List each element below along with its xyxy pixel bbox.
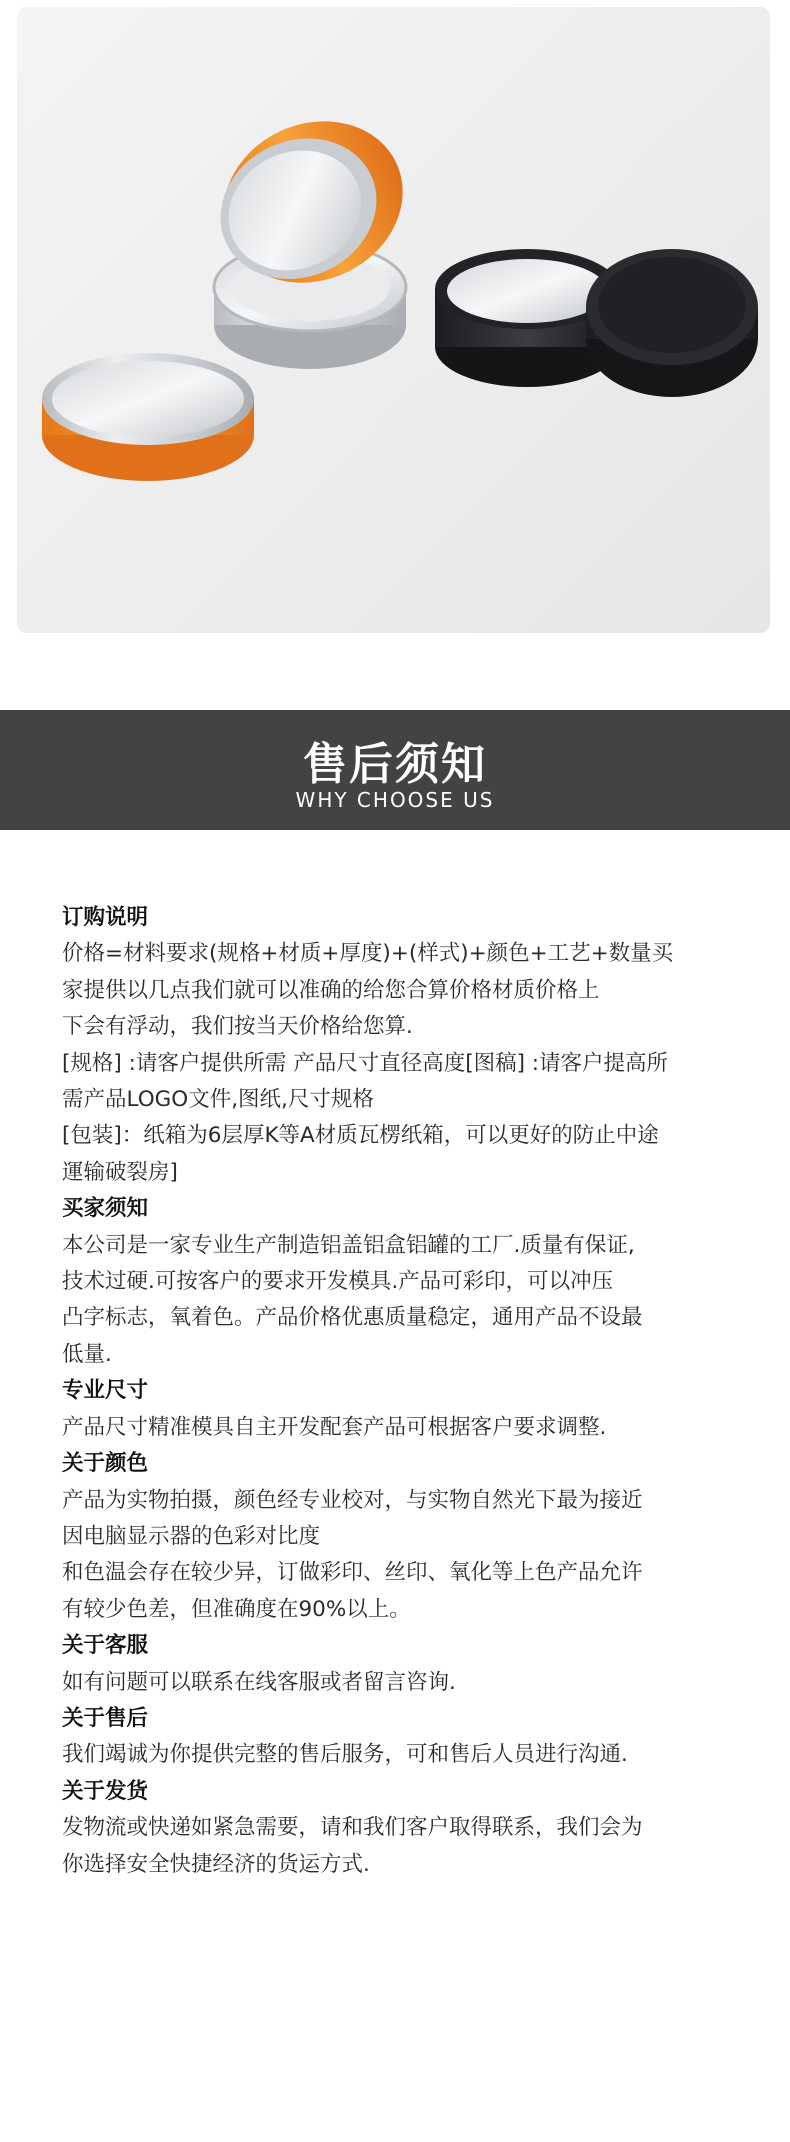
section-after-sales [62, 1701, 732, 1774]
text-line: 和色温会存在较少异，订做彩印、丝印、氧化等上色产品允许 [62, 1560, 643, 1586]
text-line: 有较少色差，但准确度在90%以上。 [62, 1596, 411, 1622]
section-title: 关于售后 [62, 1705, 149, 1731]
section-title: 关于客服 [62, 1633, 149, 1659]
orange-tin [42, 353, 254, 481]
text-line: 低量. [62, 1341, 112, 1367]
banner-title: 售后须知 [303, 739, 487, 790]
section-buyer-notice [62, 1191, 732, 1373]
aluminum-tins-image [17, 7, 770, 633]
section-customer-service [62, 1628, 732, 1701]
text-line: 本公司是一家专业生产制造铝盖铝盒铝罐的工厂.质量有保证, [62, 1232, 635, 1258]
text-line: 需产品LOGO文件,图纸,尺寸规格 [62, 1087, 374, 1113]
notice-content [62, 900, 732, 1883]
text-line: [包装]：纸箱为6层厚K等A材质瓦楞纸箱，可以更好的防止中途 [62, 1123, 659, 1149]
section-title: 关于发货 [62, 1778, 149, 1804]
after-sales-banner [0, 710, 790, 830]
text-line: 发物流或快递如紧急需要，请和我们客户取得联系，我们会为 [62, 1815, 643, 1841]
product-photo [17, 7, 770, 633]
section-title: 订购说明 [62, 905, 149, 930]
section-title: 专业尺寸 [62, 1378, 149, 1404]
text-line: 家提供以几点我们就可以准确的给您合算价格材质价格上 [62, 977, 600, 1003]
section-shipping [62, 1774, 732, 1883]
text-line: 你选择安全快捷经济的货运方式. [62, 1851, 370, 1877]
text-line: 如有问题可以联系在线客服或者留言咨询. [62, 1669, 456, 1695]
text-line: 产品尺寸精准模具自主开发配套产品可根据客户要求调整. [62, 1414, 607, 1440]
section-ordering [62, 900, 732, 1191]
text-line: 運输破裂房] [62, 1159, 178, 1185]
black-lid [586, 249, 758, 397]
banner-subtitle: WHY CHOOSE US [295, 788, 495, 812]
section-size [62, 1373, 732, 1446]
text-line: 下会有浮动，我们按当天价格给您算. [62, 1014, 413, 1040]
text-line: 因电脑显示器的色彩对比度 [62, 1523, 321, 1549]
section-title: 关于颜色 [62, 1451, 149, 1477]
text-line: 价格=材料要求(规格+材质+厚度)+(样式)+颜色+工艺+数量买 [62, 941, 674, 967]
text-line: [规格] :请客户提供所需 产品尺寸直径高度[图稿] :请客户提高所 [62, 1050, 669, 1076]
text-line: 产品为实物拍摄，颜色经专业校对，与实物自然光下最为接近 [62, 1487, 643, 1513]
section-title: 买家须知 [62, 1196, 149, 1222]
section-color [62, 1446, 732, 1628]
text-line: 凸字标志，氧着色。产品价格优惠质量稳定，通用产品不设最 [62, 1305, 643, 1331]
text-line: 技术过硬.可按客户的要求开发模具.产品可彩印，可以冲压 [62, 1269, 614, 1295]
text-line: 我们竭诚为你提供完整的售后服务，可和售后人员进行沟通. [62, 1742, 628, 1768]
